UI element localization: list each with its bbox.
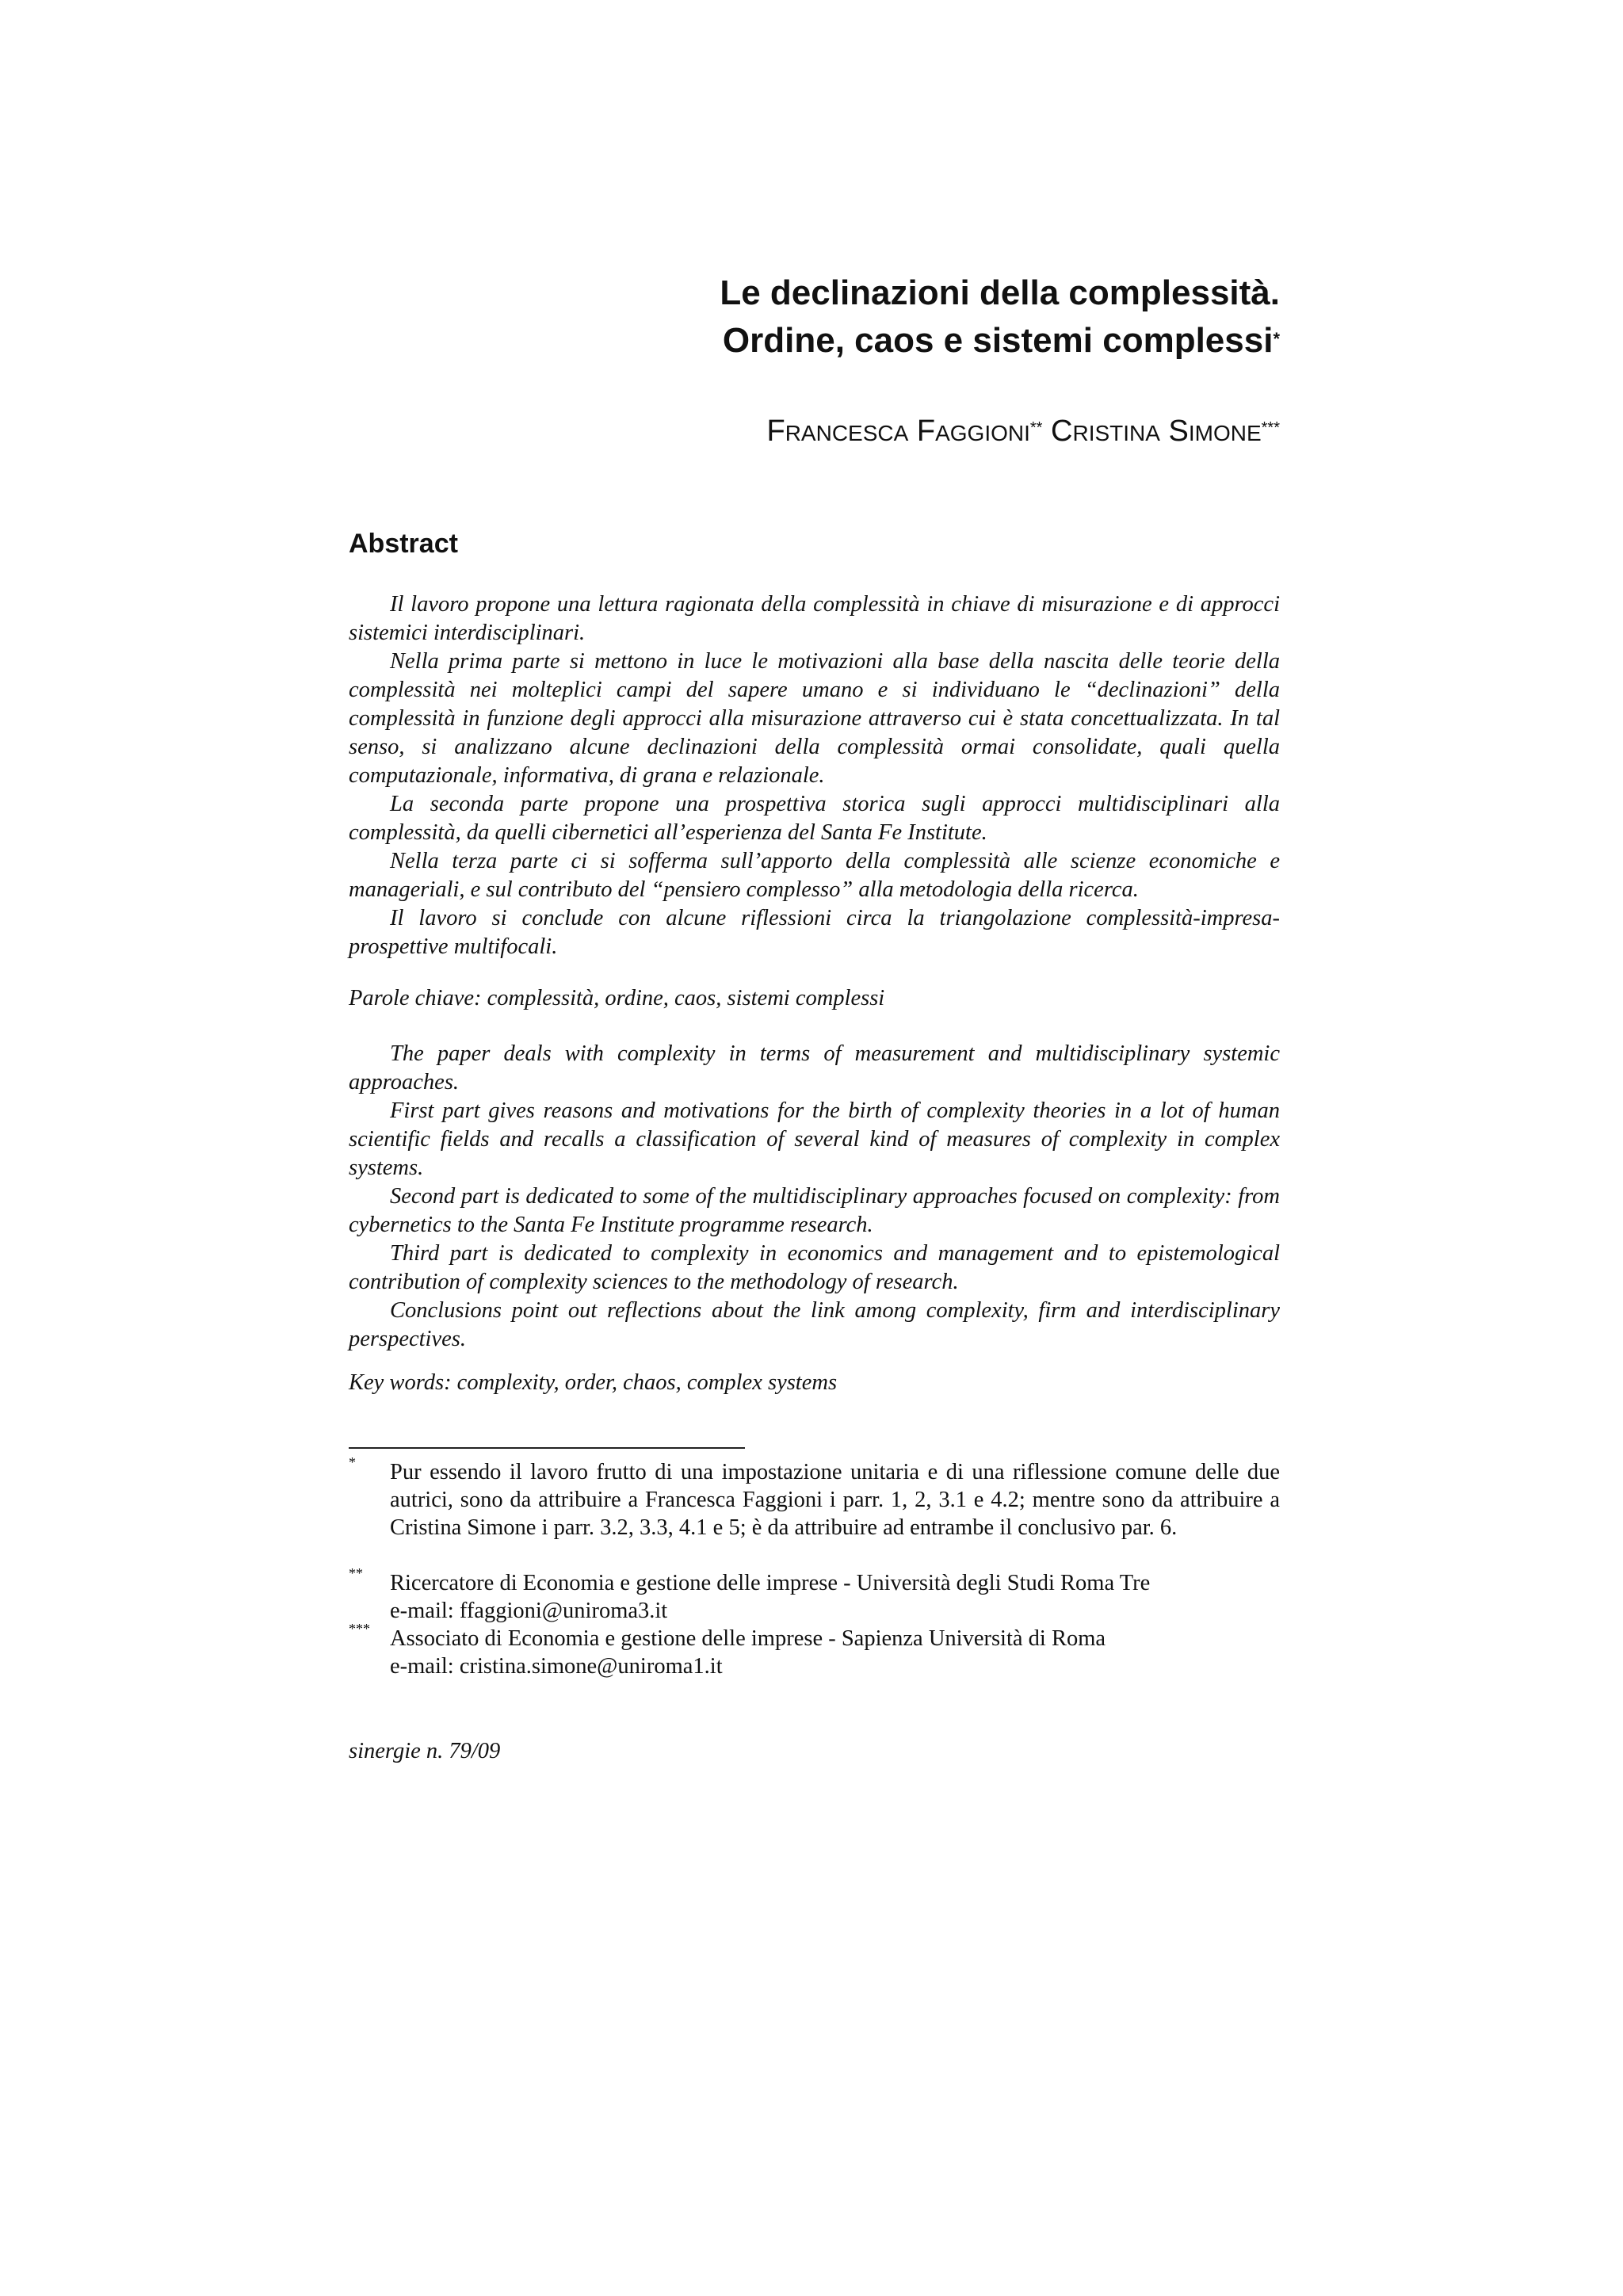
author2-last-initial: S <box>1168 415 1189 448</box>
footnote-3-affiliation: Associato di Economia e gestione delle imprese - Sapienza Università di Roma <box>390 1626 1106 1651</box>
abstract-en-paragraph: Third part is dedicated to complexity in economics and management and to epistemological contribution of complexity sciences to the methodology of research. <box>349 1241 1280 1294</box>
italian-keywords: Parole chiave: complessità, ordine, caos, sistemi complessi <box>349 986 885 1010</box>
abstract-it-paragraph: Il lavoro propone una lettura ragionata della complessità in chiave di misurazione e di approcci sistemici interdisciplinari. <box>349 592 1280 645</box>
author1-last-initial: F <box>916 415 936 448</box>
abstract-en-paragraph: Second part is dedicated to some of the multidisciplinary approaches focused on complexity: from cybernetics to the Santa Fe Institute programme research. <box>349 1184 1280 1237</box>
author1-footnote-mark[interactable]: ** <box>1029 419 1043 437</box>
footnote-3 <box>349 1621 1280 1680</box>
abstract-english <box>349 1040 1280 1354</box>
abstract-en-paragraph: First part gives reasons and motivations for the birth of complexity theories in a lot of human scientific fields and recalls a classification of several kind of measures of complexity in complex systems. <box>349 1098 1280 1180</box>
journal-footer: sinergie n. 79/09 <box>349 1739 501 1763</box>
footnote-1-text: Pur essendo il lavoro frutto di una impostazione unitaria e di una riflessione comune delle due autrici, sono da attribuire a Francesca Faggioni i parr. 1, 2, 3.1 e 4.2; mentre sono da attribuire a Cristina Simone i parr. 3.2, 3.3, 4.1 e 5; è da attribuire ad entrambe il conclusivo par. 6. <box>390 1460 1280 1540</box>
abstract-it-paragraph: Nella terza parte ci si sofferma sull’apporto della complessità alle scienze economiche e manageriali, e sul contributo del “pensiero complesso” alla metodologia della ricerca. <box>349 849 1280 902</box>
abstract-it-paragraph: Nella prima parte si mettono in luce le motivazioni alla base della nascita delle teorie della complessità nei molteplici campi del sapere umano e si individuano le “declinazioni” della complessità in funzione degli approcci alla misurazione attraverso cui è stata concettualizzata. In tal senso, si analizzano alcune declinazioni della complessità ormai consolidate, quali quella computazionale, informativa, di grana e relazionale. <box>349 649 1280 788</box>
footnote-2 <box>349 1565 1280 1625</box>
title-line-2 <box>349 317 1280 365</box>
footnote-2-mark: ** <box>349 1565 363 1581</box>
author2-last-rest: IMONE <box>1188 421 1262 445</box>
footnote-3-email[interactable]: e-mail: cristina.simone@uniroma1.it <box>390 1654 723 1679</box>
title-line-1: Le declinazioni della complessità. <box>720 273 1280 312</box>
footnote-divider <box>349 1447 745 1449</box>
author2-first-rest: RISTINA <box>1072 421 1160 445</box>
author-faggioni <box>766 415 1029 448</box>
author2-first-initial: C <box>1051 415 1073 448</box>
footnote-1-mark: * <box>349 1454 356 1470</box>
abstract-italian <box>349 590 1280 961</box>
english-keywords: Key words: complexity, order, chaos, complex systems <box>349 1370 838 1395</box>
abstract-en-paragraph: Conclusions point out reflections about the link among complexity, firm and interdisciplinary perspectives. <box>349 1298 1280 1351</box>
title-line-2-text: Ordine, caos e sistemi complessi <box>722 321 1274 360</box>
abstract-it-paragraph: La seconda parte propone una prospettiva storica sugli approcci multidisciplinari alla complessità, da quelli cibernetici all’esperienza del Santa Fe Institute. <box>349 792 1280 845</box>
title-footnote-mark[interactable]: * <box>1273 329 1280 349</box>
authors <box>349 412 1280 453</box>
abstract-heading: Abstract <box>349 529 458 559</box>
author1-last-rest: AGGIONI <box>935 421 1030 445</box>
abstract-en-paragraph: The paper deals with complexity in terms of measurement and multidisciplinary systemic approaches. <box>349 1041 1280 1095</box>
author1-first-rest: RANCESCA <box>785 421 909 445</box>
footnote-2-email[interactable]: e-mail: ffaggioni@uniroma3.it <box>390 1599 668 1623</box>
author1-first-initial: F <box>766 415 785 448</box>
author-simone <box>1051 415 1262 448</box>
footnote-1 <box>349 1454 1280 1541</box>
author2-footnote-mark[interactable]: *** <box>1261 419 1280 437</box>
abstract-it-paragraph: Il lavoro si conclude con alcune riflessioni circa la triangolazione complessità-impresa-prospettive multifocali. <box>349 906 1280 959</box>
footnote-3-mark: *** <box>349 1621 370 1637</box>
footnote-2-affiliation: Ricercatore di Economia e gestione delle imprese - Università degli Studi Roma Tre <box>390 1571 1151 1595</box>
